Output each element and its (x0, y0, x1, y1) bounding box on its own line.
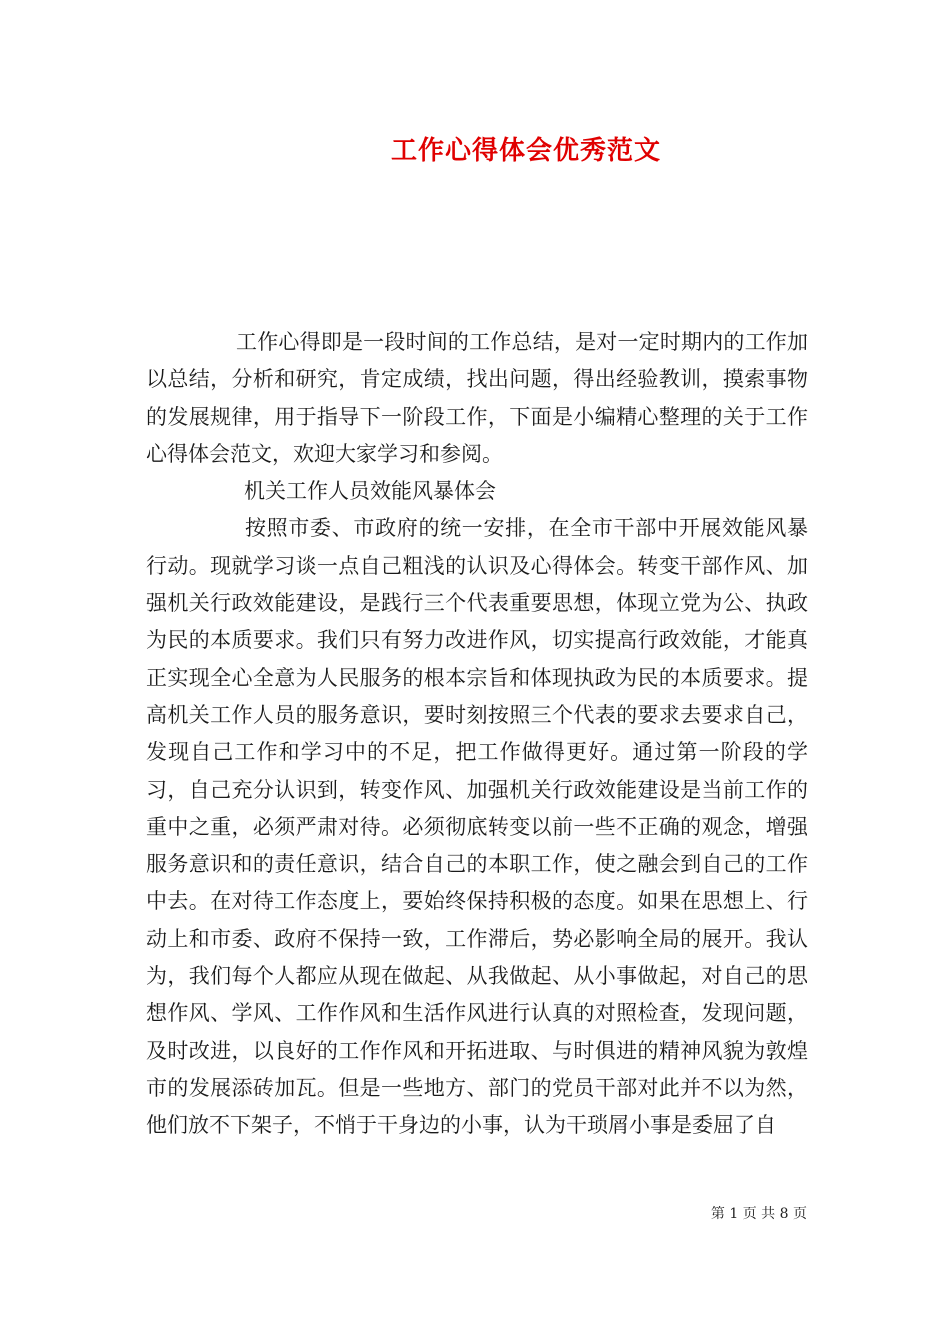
page-number: 第 1 页 共 8 页 (710, 1206, 807, 1222)
section-subtitle: 机关工作人员效能风暴体会 (244, 479, 496, 504)
document-body (146, 324, 808, 1145)
document-title: 工作心得体会优秀范文 (390, 136, 661, 166)
main-paragraph: 按照市委、市政府的统一安排，在全市干部中开展效能风暴行动。现就学习谈一点自己粗浅的认识及心得体会。转变干部作风、加强机关行政效能建设，是践行三个代表重要思想，体现立党为公、执政为民的本质要求。我们只有努力改进作风，切实提高行政效能，才能真正实现全心全意为人民服务的根本宗旨和体现执政为民的本质要求。提高机关工作人员的服务意识，要时刻按照三个代表的要求去要求自己，发现自己工作和学习中的不足，把工作做得更好。通过第一阶段的学习，自己充分认识到，转变作风、加强机关行政效能建设是当前工作的重中之重，必须严肃对待。必须彻底转变以前一些不正确的观念，增强服务意识和的责任意识，结合自己的本职工作，使之融会到自己的工作中去。在对待工作态度上，要始终保持积极的态度。如果在思想上、行动上和市委、政府不保持一致，工作滞后，势必影响全局的展开。我认为，我们每个人都应从现在做起、从我做起、从小事做起，对自己的思想作风、学风、工作作风和生活作风进行认真的对照检查，发现问题，及时改进，以良好的工作作风和开拓进取、与时俱进的精神风貌为敦煌市的发展添砖加瓦。但是一些地方、部门的党员干部对此并不以为然，他们放不下架子，不悄于干身边的小事，认为干琐屑小事是委屈了自 (146, 516, 808, 1138)
intro-paragraph: 工作心得即是一段时间的工作总结，是对一定时期内的工作加以总结，分析和研究，肯定成绩，找出问题，得出经验教训，摸索事物的发展规律，用于指导下一阶段工作，下面是小编精心整理的关于工作心得体会范文，欢迎大家学习和参阅。 (146, 330, 808, 466)
